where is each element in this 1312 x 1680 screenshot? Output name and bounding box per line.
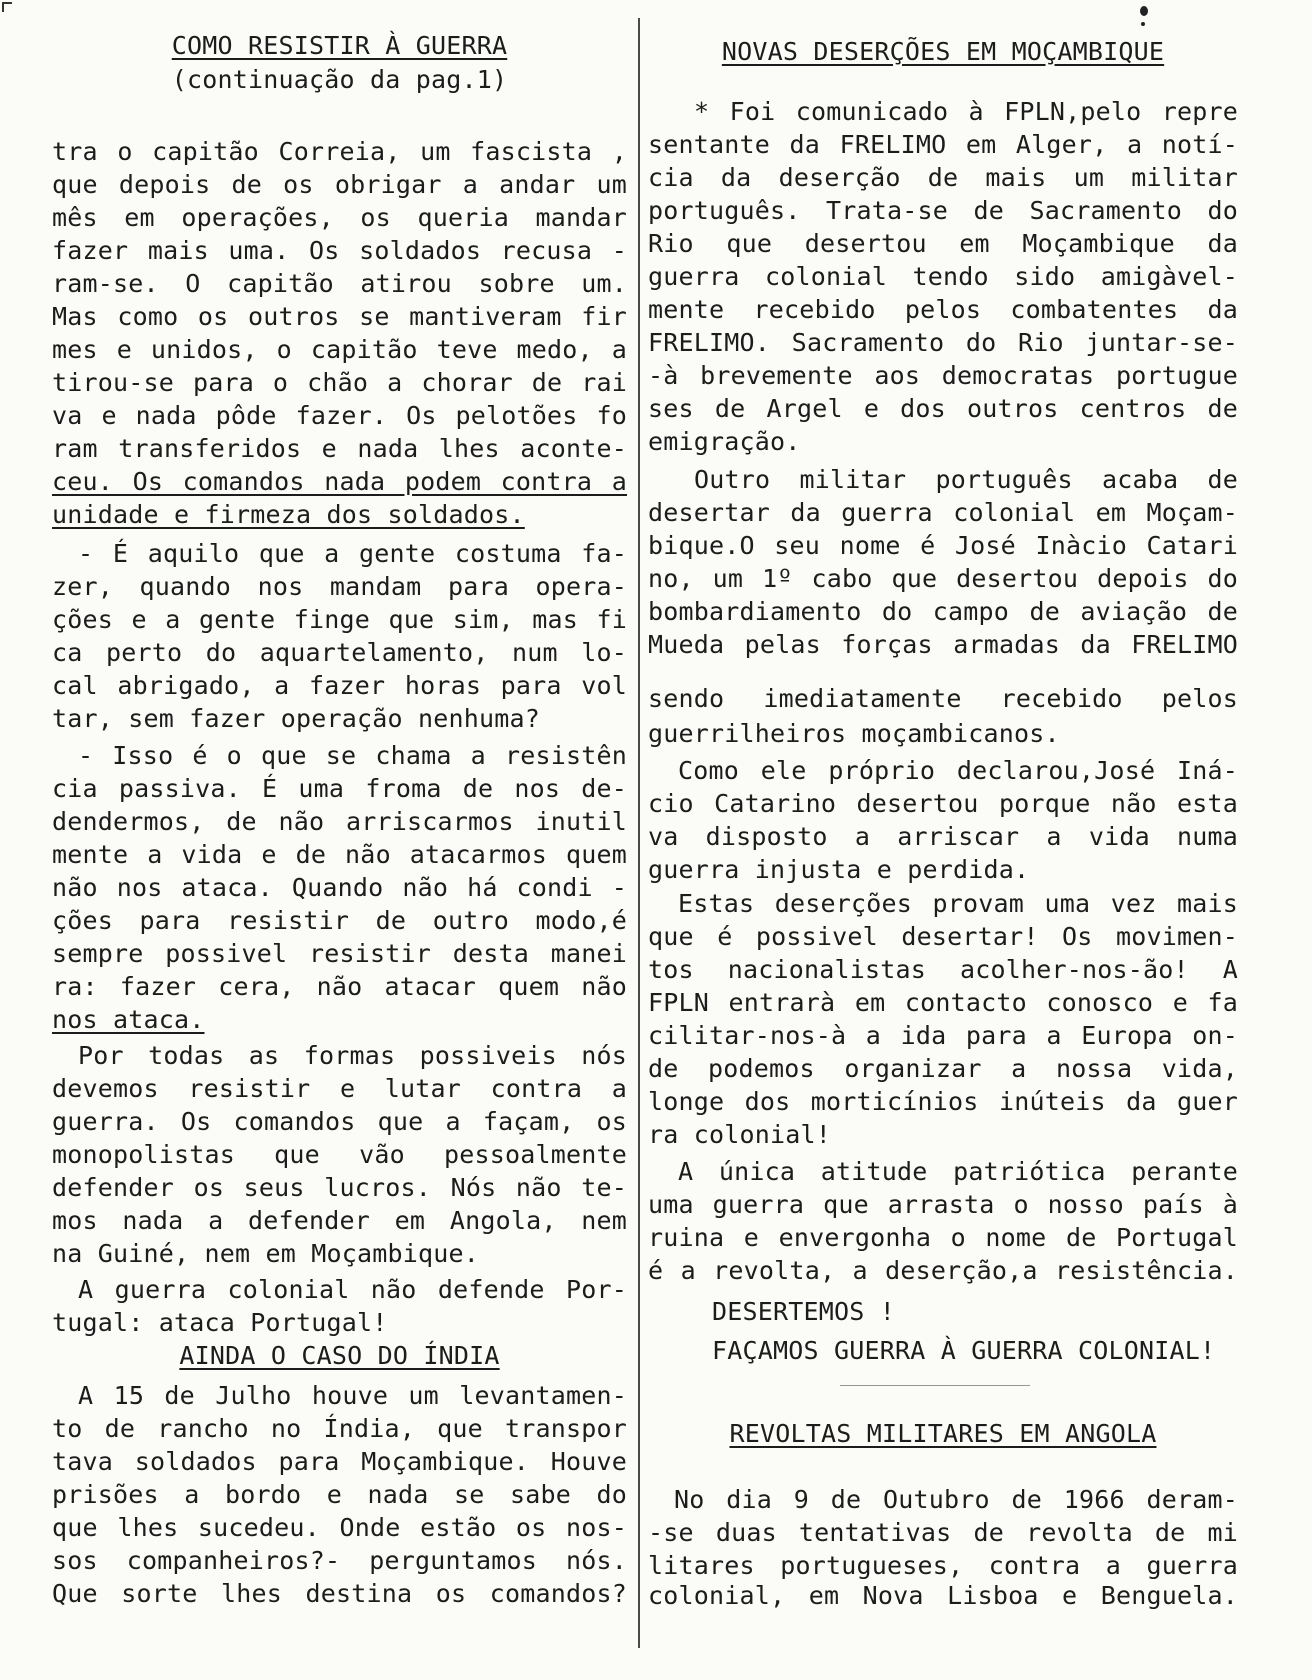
paragraph-line: cilitar-nos-à a ida para a Europa on- [648, 1021, 1238, 1050]
paragraph-line: guerra colonial tendo sido amigàvel- [648, 262, 1238, 291]
paragraph-line: Como ele próprio declarou,José Iná- [678, 756, 1238, 785]
paragraph-line: não nos ataca. Quando não há condi - [52, 873, 627, 902]
paragraph-line: -à brevemente aos democratas portugue [648, 361, 1238, 390]
paragraph-line: cia passiva. É uma froma de nos de- [52, 774, 627, 803]
paragraph-line: tugal: ataca Portugal! [52, 1308, 388, 1337]
slogan-desertemos: DESERTEMOS ! [712, 1297, 896, 1326]
paragraph-line: prisões a bordo e nada se sabe do [52, 1480, 627, 1509]
paragraph-line: A guerra colonial não defende Por- [78, 1275, 627, 1304]
paragraph-line: ram-se. O capitão atirou sobre um. [52, 269, 627, 298]
paragraph-line: guerra. Os comandos que a façam, os [52, 1107, 627, 1136]
paragraph-line: Mueda pelas forças armadas da FRELIMO [648, 630, 1238, 659]
paragraph-line: bique.O seu nome é José Inàcio Catari [648, 531, 1238, 560]
paragraph-line: No dia 9 de Outubro de 1966 deram- [674, 1485, 1238, 1514]
paragraph-line: sendo imediatamente recebido pelos [648, 684, 1238, 713]
paragraph-line: mês em operações, os queria mandar [52, 203, 627, 232]
paragraph-line: longe dos morticínios inúteis da guer [648, 1087, 1238, 1116]
paragraph-line: FPLN entrarà em contacto conosco e fa [648, 988, 1238, 1017]
article-subtitle-continuacao: (continuação da pag.1) [171, 65, 508, 94]
paragraph-line: ram transferidos e nada lhes aconte- [52, 434, 627, 463]
paragraph-line: na Guiné, nem em Moçambique. [52, 1239, 480, 1268]
paragraph-line: -se duas tentativas de revolta de mi [648, 1518, 1238, 1547]
paragraph-line: cio Catarino desertou porque não esta [648, 789, 1238, 818]
paragraph-line: Que sorte lhes destina os comandos? [52, 1579, 627, 1608]
paragraph-line: Mas como os outros se mantiveram fir [52, 302, 627, 331]
paragraph-line: A 15 de Julho houve um levantamen- [78, 1381, 627, 1410]
paragraph-line: litares portugueses, contra a guerra [648, 1551, 1238, 1580]
paragraph-line: guerra injusta e perdida. [648, 855, 1030, 884]
paragraph-line: monopolistas que vão pessoalmente [52, 1140, 627, 1169]
paragraph-line: ções para resistir de outro modo,é [52, 906, 627, 935]
paragraph-line: ra: fazer cera, não atacar quem não [52, 972, 627, 1001]
paragraph-line: zer, quando nos mandam para opera- [52, 572, 627, 601]
paragraph-line: ca perto do aquartelamento, num lo- [52, 638, 627, 667]
paragraph-line: dendermos, de não arriscarmos inutil [52, 807, 627, 836]
paragraph-line-underlined: nos ataca. [52, 1005, 205, 1034]
paragraph-line: é a revolta, a deserção,a resistência. [648, 1256, 1238, 1285]
paragraph-line: to de rancho no Índia, que transpor [52, 1414, 627, 1443]
paragraph-line: - É aquilo que a gente costuma fa- [78, 539, 627, 568]
slogan-facamos-guerra: FAÇAMOS GUERRA À GUERRA COLONIAL! [712, 1336, 1216, 1365]
paragraph-line: sentante da FRELIMO em Alger, a notí- [648, 130, 1238, 159]
paragraph-line: ruina e envergonha o nome de Portugal [648, 1223, 1238, 1252]
paragraph-line: cia da deserção de mais um militar [648, 163, 1238, 192]
paragraph-line: tirou-se para o chão a chorar de rai [52, 368, 627, 397]
paragraph-line: ra colonial! [648, 1120, 832, 1149]
paragraph-line: tar, sem fazer operação nenhuma? [52, 704, 541, 733]
paragraph-line: emigração. [648, 427, 801, 456]
paragraph-line: mente recebido pelos combatentes da [648, 295, 1238, 324]
paragraph-line: português. Trata-se de Sacramento do [648, 196, 1238, 225]
paragraph-line: defender os seus lucros. Nós não te- [52, 1173, 627, 1202]
paragraph-line: bombardiamento do campo de aviação de [648, 597, 1238, 626]
paragraph-line: sos companheiros?- perguntamos nós. [52, 1546, 627, 1575]
paragraph-line: fazer mais uma. Os soldados recusa - [52, 236, 627, 265]
article-title-novas-desercoes: NOVAS DESERÇÕES EM MOÇAMBIQUE [721, 37, 1165, 66]
right-column [648, 0, 1238, 1680]
paragraph-line: A única atitude patriótica perante [678, 1157, 1238, 1186]
paragraph-line: desertar da guerra colonial em Moçam- [648, 498, 1238, 527]
paragraph-line: sempre possivel resistir desta manei [52, 939, 627, 968]
paragraph-line: que lhes sucedeu. Onde estão os nos- [52, 1513, 627, 1542]
paragraph-line: de podemos organizar a nossa vida, [648, 1054, 1238, 1083]
paragraph-line: ses de Argel e dos outros centros de [648, 394, 1238, 423]
column-divider [638, 18, 640, 1648]
paragraph-line: no, um 1º cabo que desertou depois do [648, 564, 1238, 593]
paragraph-line: Rio que desertou em Moçambique da [648, 229, 1238, 258]
paragraph-line-underlined: unidade e firmeza dos soldados. [52, 500, 525, 529]
paragraph-line: uma guerra que arrasta o nosso país à [648, 1190, 1238, 1219]
paragraph-line: Outro militar português acaba de [694, 465, 1238, 494]
paragraph-line: devemos resistir e lutar contra a [52, 1074, 627, 1103]
paragraph-line-underlined: ceu. Os comandos nada podem contra a [52, 467, 627, 496]
paragraph-line: FRELIMO. Sacramento do Rio juntar-se- [648, 328, 1238, 357]
paragraph-line: guerrilheiros moçambicanos. [648, 719, 1060, 748]
paragraph-line: mente a vida e de não atacarmos quem [52, 840, 627, 869]
paragraph-line: cal abrigado, a fazer horas para vol [52, 671, 627, 700]
paragraph-line: ções e a gente finge que sim, mas fi [52, 605, 627, 634]
article-title-como-resistir: COMO RESISTIR À GUERRA [171, 31, 508, 60]
paragraph-line: tava soldados para Moçambique. Houve [52, 1447, 627, 1476]
paragraph-line: Por todas as formas possiveis nós [78, 1041, 627, 1070]
paragraph-line: tra o capitão Correia, um fascista , [52, 137, 627, 166]
paragraph-line: tos nacionalistas acolher-nos-ão! A [648, 955, 1238, 984]
paragraph-line: mos nada a defender em Angola, nem [52, 1206, 627, 1235]
paragraph-line: que é possivel desertar! Os movimen- [648, 922, 1238, 951]
paragraph-line: mes e unidos, o capitão teve medo, a [52, 335, 627, 364]
paragraph-line: colonial, em Nova Lisboa e Benguela. [648, 1581, 1238, 1610]
paragraph-line: * Foi comunicado à FPLN,pelo repre [694, 97, 1238, 126]
paragraph-line: - Isso é o que se chama a resistên [78, 741, 627, 770]
corner-mark [2, 2, 12, 12]
article-title-revoltas-angola: REVOLTAS MILITARES EM ANGOLA [729, 1419, 1157, 1448]
paragraph-line: va e nada pôde fazer. Os pelotões fo [52, 401, 627, 430]
left-column [52, 0, 627, 1680]
paragraph-line: que depois de os obrigar a andar um [52, 170, 627, 199]
paragraph-line: Estas deserções provam uma vez mais [678, 889, 1238, 918]
paragraph-line: va disposto a arriscar a vida numa [648, 822, 1238, 851]
article-title-caso-india: AINDA O CASO DO ÍNDIA [179, 1341, 500, 1370]
